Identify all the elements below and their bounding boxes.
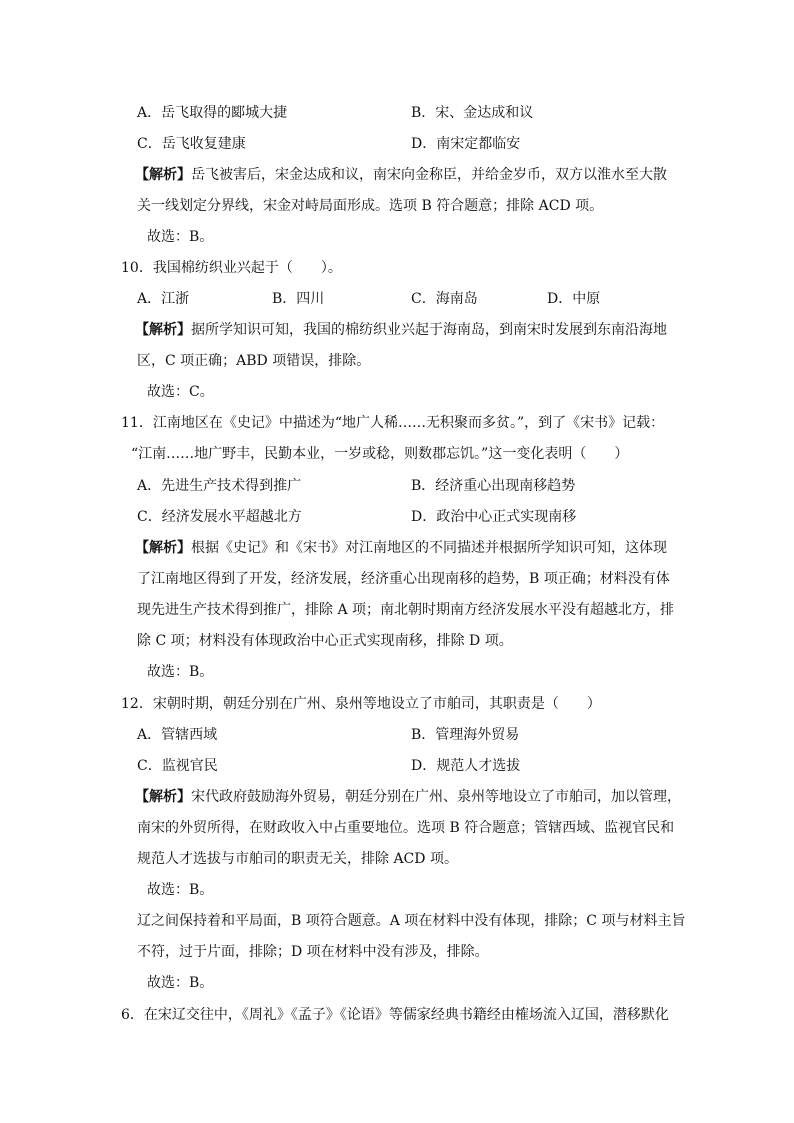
q11-option-a: A．先进生产技术得到推广 — [137, 478, 302, 494]
q12-analysis-line-3: 规范人才选拔与市舶司的职责无关，排除 ACD 项。 — [137, 851, 458, 867]
q12-answer: 故选：B。 — [147, 882, 214, 898]
q10-answer: 故选：C。 — [147, 384, 214, 400]
q12-analysis-line-1 — [135, 787, 681, 807]
q12-analysis-line-2: 南宋的外贸所得，在财政收入中占重要地位。选项 B 符合题意；管辖西域、监视官民和 — [137, 820, 675, 836]
analysis-text: 根据《史记》和《宋书》对江南地区的不同描述并根据所学知识可知，这体现 — [191, 540, 667, 556]
q10-stem: 10．我国棉纺织业兴起于（ ）。 — [121, 260, 342, 276]
q11-stem-line-1: 11．江南地区在《史记》中描述为“地广人稀……无积聚而多贫。”，到了《宋书》记载： — [121, 415, 665, 431]
q10-analysis-line-2: 区，C 项正确；ABD 项错误，排除。 — [137, 353, 371, 369]
q11-analysis-line-4: 除 C 项；材料没有体现政治中心正式实现南移，排除 D 项。 — [137, 633, 513, 649]
q11-analysis-line-1 — [135, 538, 667, 558]
q11-option-d: D．政治中心正式实现南移 — [411, 509, 577, 525]
q9-analysis-line-2: 关一线划定分界线，宋金对峙局面形成。选项 B 符合题意；排除 ACD 项。 — [137, 198, 604, 214]
q9-answer: 故选：B。 — [147, 229, 214, 245]
q11-analysis-line-3: 现先进生产技术得到推广，排除 A 项；南北朝时期南方经济发展水平没有超越北方，排 — [137, 602, 675, 618]
analysis-text: 据所学知识可知，我国的棉纺织业兴起于海南岛，到南宋时发展到东南沿海地 — [191, 322, 667, 338]
q9-option-b: B．宋、金达成和议 — [411, 105, 534, 121]
q12-option-b: B．管理海外贸易 — [411, 727, 520, 743]
q9-option-d: D．南宋定都临安 — [411, 136, 521, 152]
q11-stem-line-2: “江南……地广野丰，民勤本业，一岁或稔，则数郡忘饥。”这一变化表明（ ） — [131, 446, 629, 462]
analysis-text: 宋代政府鼓励海外贸易，朝廷分别在广州、泉州等地设立了市舶司，加以管理， — [191, 789, 681, 805]
fragment-line-1: 辽之间保持着和平局面，B 项符合题意。A 项在材料中没有体现，排除；C 项与材料主旨 — [137, 913, 686, 929]
q11-analysis-line-2: 了江南地区得到了开发，经济发展，经济重心出现南移的趋势，B 项正确；材料没有体 — [137, 571, 670, 587]
q11-option-b: B．经济重心出现南移趋势 — [411, 478, 576, 494]
q11-option-c: C．经济发展水平超越北方 — [137, 509, 302, 525]
q6-stem: 6．在宋辽交往中，《周礼》《孟子》《论语》等儒家经典书籍经由榷场流入辽国，潜移默化 — [121, 1007, 669, 1023]
q10-option-b: B．四川 — [272, 291, 325, 307]
analysis-tag: 【解析】 — [135, 789, 191, 805]
analysis-tag: 【解析】 — [135, 322, 191, 338]
analysis-tag: 【解析】 — [135, 167, 191, 183]
q12-stem: 12．宋朝时期，朝廷分别在广州、泉州等地设立了市舶司，其职责是（ ） — [121, 696, 601, 712]
analysis-tag: 【解析】 — [135, 540, 191, 556]
q9-option-a: A．岳飞取得的郾城大捷 — [137, 105, 288, 121]
q10-option-c: C．海南岛 — [411, 291, 478, 307]
q11-answer: 故选：B。 — [147, 664, 214, 680]
fragment-line-2: 不符，过于片面，排除；D 项在材料中没有涉及，排除。 — [137, 944, 489, 960]
q10-analysis-line-1 — [135, 320, 667, 340]
q10-option-d: D．中原 — [547, 291, 601, 307]
q12-option-d: D．规范人才选拔 — [411, 758, 521, 774]
analysis-text: 岳飞被害后，宋金达成和议，南宋向金称臣，并给金岁币，双方以淮水至大散 — [191, 167, 667, 183]
q9-analysis-line-1 — [135, 165, 667, 185]
q10-option-a: A．江浙 — [137, 291, 190, 307]
q9-option-c: C．岳飞收复建康 — [137, 136, 246, 152]
fragment-answer: 故选：B。 — [147, 975, 214, 991]
q12-option-c: C．监视官民 — [137, 758, 218, 774]
q12-option-a: A．管辖西域 — [137, 727, 218, 743]
